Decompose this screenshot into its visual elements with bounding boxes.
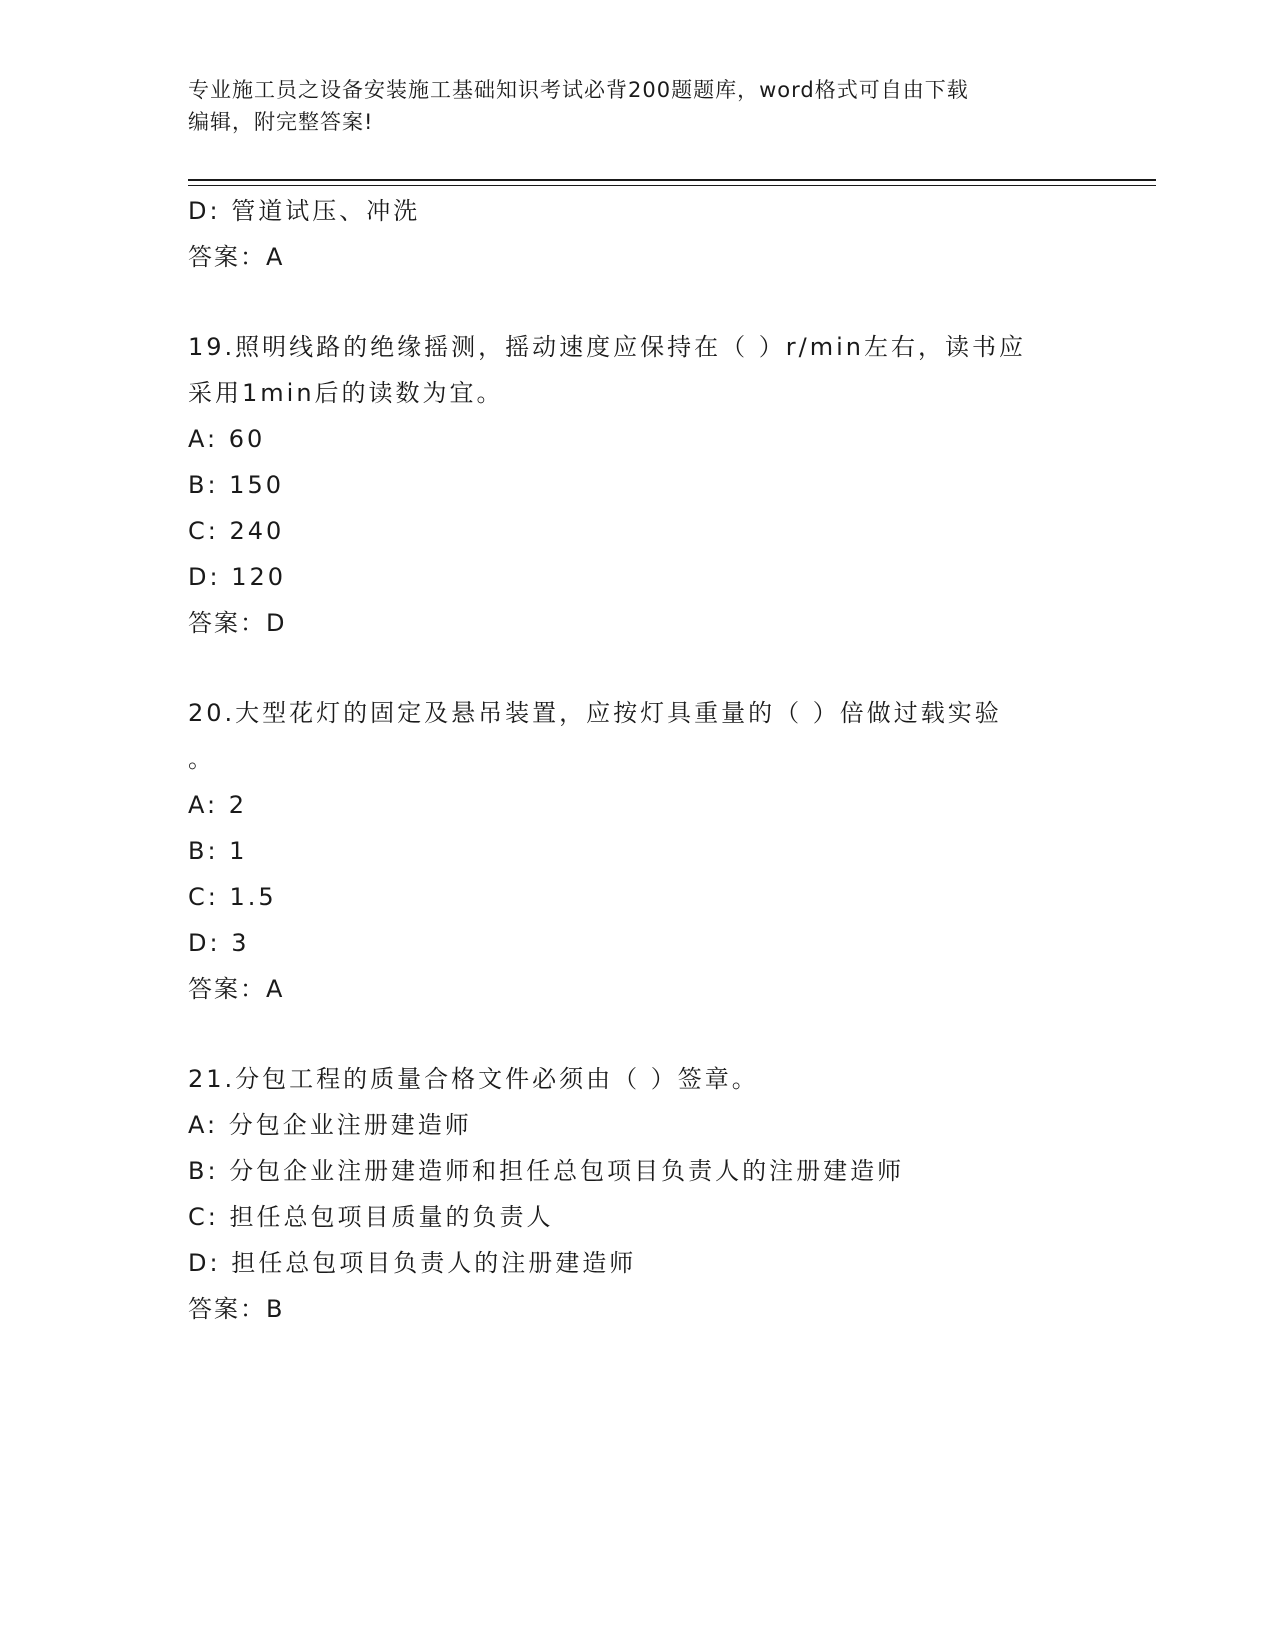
question-19 (188, 324, 1128, 646)
question-list (188, 188, 1128, 1332)
question-stem: 采用1min后的读数为宜。 (188, 379, 504, 407)
question-21 (188, 1056, 1128, 1332)
option-a: A: 2 (188, 791, 247, 819)
option-b: B: 1 (188, 837, 248, 865)
spacer (188, 1012, 1128, 1056)
header-rule-thick (188, 179, 1156, 181)
option-a: A: 分包企业注册建造师 (188, 1111, 472, 1139)
header-rule-thin (188, 185, 1156, 186)
document-header (188, 74, 1088, 138)
question-20 (188, 690, 1128, 1012)
option-d: D: 管道试压、冲洗 (188, 197, 421, 225)
answer: 答案：D (188, 609, 287, 637)
question-stem: 20.大型花灯的固定及悬吊装置，应按灯具重量的（ ）倍做过载实验 (188, 699, 1002, 727)
option-a: A: 60 (188, 425, 266, 453)
option-d: D: 120 (188, 563, 287, 591)
header-title-line-2: 编辑，附完整答案! (188, 110, 374, 134)
spacer (188, 280, 1128, 324)
option-d: D: 3 (188, 929, 250, 957)
spacer (188, 646, 1128, 690)
question-stem: 19.照明线路的绝缘摇测，摇动速度应保持在（ ）r/min左右，读书应 (188, 333, 1027, 361)
answer: 答案：A (188, 243, 285, 271)
option-b: B: 分包企业注册建造师和担任总包项目负责人的注册建造师 (188, 1157, 905, 1185)
option-c: C: 担任总包项目质量的负责人 (188, 1203, 554, 1231)
option-d: D: 担任总包项目负责人的注册建造师 (188, 1249, 637, 1277)
answer: 答案：B (188, 1295, 285, 1323)
option-c: C: 1.5 (188, 883, 277, 911)
question-stem: 。 (188, 745, 215, 773)
answer: 答案：A (188, 975, 285, 1003)
header-title-line-1: 专业施工员之设备安装施工基础知识考试必背200题题库，word格式可自由下载 (188, 78, 969, 102)
option-c: C: 240 (188, 517, 285, 545)
question-stem: 21.分包工程的质量合格文件必须由（ ）签章。 (188, 1065, 759, 1093)
option-b: B: 150 (188, 471, 284, 499)
question-18-tail (188, 188, 1128, 280)
